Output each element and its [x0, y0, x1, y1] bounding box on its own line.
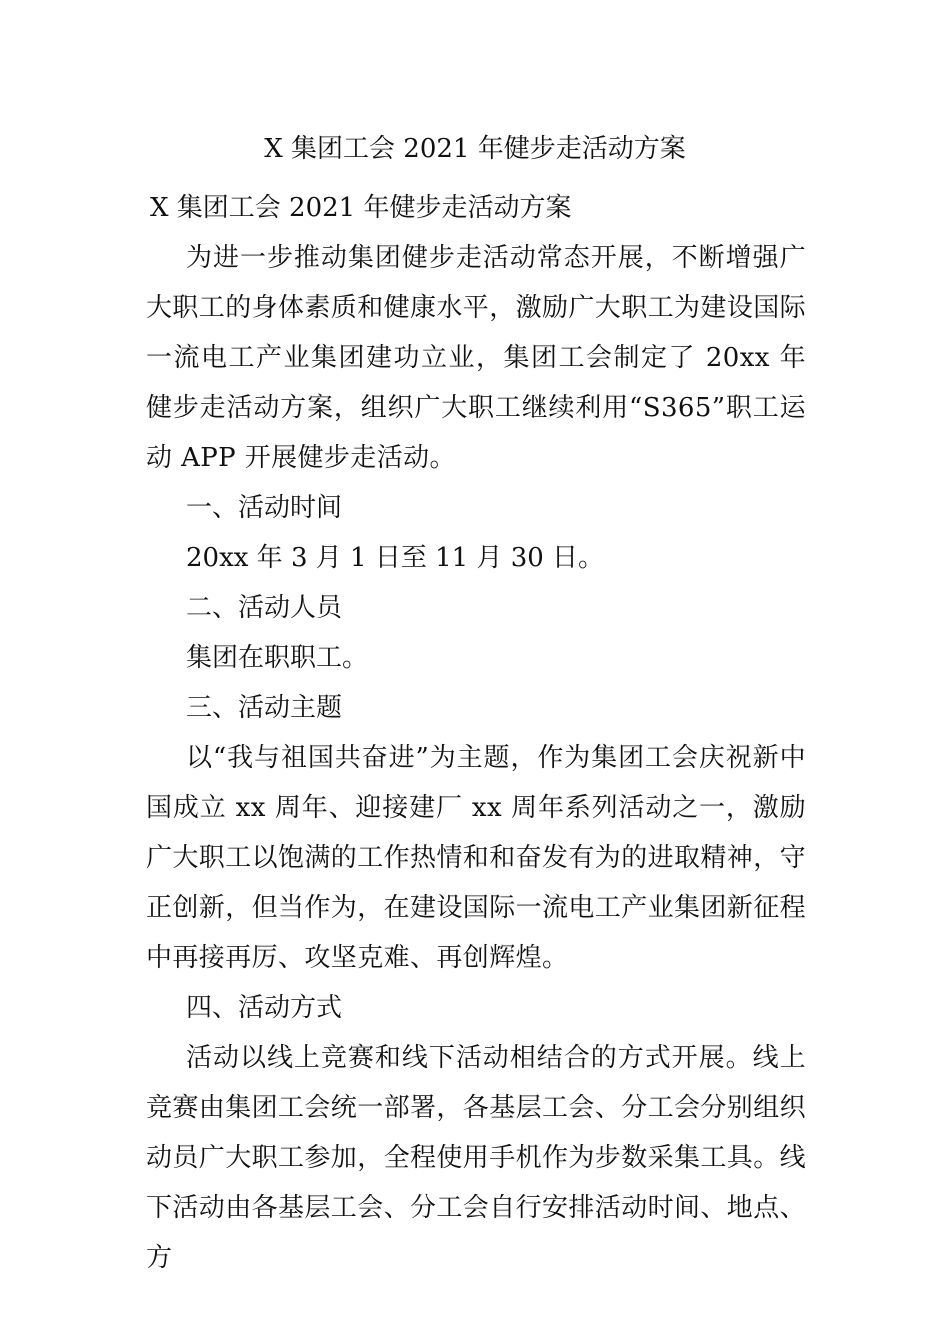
section-heading-method: 四、活动方式 [186, 993, 343, 1023]
section-heading-time: 一、活动时间 [186, 493, 343, 523]
section-content-participants: 集团在职职工。 [186, 643, 369, 673]
section-heading-participants: 二、活动人员 [186, 593, 343, 623]
intro-paragraph: 为进一步推动集团健步走活动常态开展，不断增强广大职工的身体素质和健康水平，激励广大职工为建设国际一流电工产业集团建功立业，集团工会制定了 20xx 年健步走活动方案，组织广大职工继续利用“S365”职工运动 APP 开展健步走活动。 [146, 243, 807, 473]
document-subtitle: X 集团工会 2021 年健步走活动方案 [150, 193, 572, 223]
document-body [146, 183, 806, 1283]
section-heading-theme: 三、活动主题 [186, 693, 343, 723]
section-content-method: 活动以线上竞赛和线下活动相结合的方式开展。线上竞赛由集团工会统一部署，各基层工会、分工会分别组织动员广大职工参加，全程使用手机作为步数采集工具。线下活动由各基层工会、分工会自行安排活动时间、地点、方 [146, 1043, 807, 1273]
document-title: X 集团工会 2021 年健步走活动方案 [264, 134, 686, 164]
section-content-time: 20xx 年 3 月 1 日至 11 月 30 日。 [186, 543, 605, 573]
section-content-theme: 以“我与祖国共奋进”为主题，作为集团工会庆祝新中国成立 xx 周年、迎接建厂 xx 周年系列活动之一，激励广大职工以饱满的工作热情和和奋发有为的进取精神，守正创新，但当作为，在建设国际一流电工产业集团新征程中再接再厉、攻坚克难、再创辉煌。 [146, 743, 807, 973]
